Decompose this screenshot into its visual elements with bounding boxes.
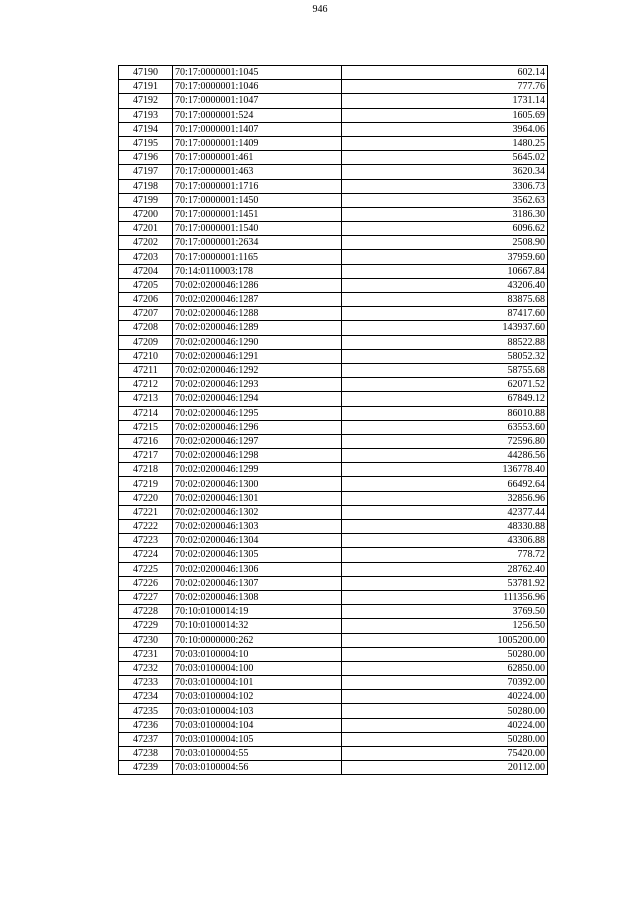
cadastral-number-cell: 70:02:0200046:1297 <box>173 434 342 448</box>
value-cell: 1605.69 <box>342 108 548 122</box>
value-cell: 6096.62 <box>342 222 548 236</box>
table-row <box>119 207 548 221</box>
row-number-cell: 47238 <box>119 747 173 761</box>
value-cell: 40224.00 <box>342 718 548 732</box>
row-number-cell: 47195 <box>119 136 173 150</box>
row-number-cell: 47204 <box>119 264 173 278</box>
value-cell: 3769.50 <box>342 605 548 619</box>
table-row <box>119 761 548 775</box>
cadastral-number-cell: 70:02:0200046:1286 <box>173 278 342 292</box>
cadastral-number-cell: 70:17:0000001:1451 <box>173 207 342 221</box>
table-body <box>119 66 548 775</box>
cadastral-number-cell: 70:02:0200046:1292 <box>173 363 342 377</box>
row-number-cell: 47199 <box>119 193 173 207</box>
cadastral-number-cell: 70:03:0100004:102 <box>173 690 342 704</box>
row-number-cell: 47193 <box>119 108 173 122</box>
table-row <box>119 335 548 349</box>
cadastral-number-cell: 70:10:0100014:19 <box>173 605 342 619</box>
row-number-cell: 47220 <box>119 491 173 505</box>
cadastral-number-cell: 70:02:0200046:1306 <box>173 562 342 576</box>
value-cell: 67849.12 <box>342 392 548 406</box>
row-number-cell: 47224 <box>119 548 173 562</box>
table-row <box>119 520 548 534</box>
row-number-cell: 47198 <box>119 179 173 193</box>
row-number-cell: 47234 <box>119 690 173 704</box>
row-number-cell: 47221 <box>119 505 173 519</box>
value-cell: 136778.40 <box>342 463 548 477</box>
value-cell: 111356.96 <box>342 590 548 604</box>
table-row <box>119 222 548 236</box>
row-number-cell: 47219 <box>119 477 173 491</box>
row-number-cell: 47214 <box>119 406 173 420</box>
cadastral-number-cell: 70:17:0000001:1407 <box>173 122 342 136</box>
table-row <box>119 321 548 335</box>
cadastral-number-cell: 70:02:0200046:1287 <box>173 293 342 307</box>
table-row <box>119 392 548 406</box>
value-cell: 43306.88 <box>342 534 548 548</box>
cadastral-number-cell: 70:02:0200046:1290 <box>173 335 342 349</box>
value-cell: 3562.63 <box>342 193 548 207</box>
row-number-cell: 47218 <box>119 463 173 477</box>
cadastral-number-cell: 70:02:0200046:1291 <box>173 349 342 363</box>
cadastral-number-cell: 70:02:0200046:1295 <box>173 406 342 420</box>
page-number: 946 <box>312 4 328 15</box>
value-cell: 62071.52 <box>342 378 548 392</box>
value-cell: 62850.00 <box>342 661 548 675</box>
table-row <box>119 165 548 179</box>
row-number-cell: 47217 <box>119 449 173 463</box>
table-row <box>119 80 548 94</box>
cadastral-number-cell: 70:10:0100014:32 <box>173 619 342 633</box>
row-number-cell: 47216 <box>119 434 173 448</box>
cadastral-number-cell: 70:17:0000001:1716 <box>173 179 342 193</box>
table-row <box>119 250 548 264</box>
table-row <box>119 590 548 604</box>
table-row <box>119 420 548 434</box>
cadastral-number-cell: 70:02:0200046:1298 <box>173 449 342 463</box>
table-row <box>119 406 548 420</box>
cadastral-number-cell: 70:03:0100004:55 <box>173 747 342 761</box>
value-cell: 3306.73 <box>342 179 548 193</box>
cadastral-number-cell: 70:17:0000001:1047 <box>173 94 342 108</box>
cadastral-number-cell: 70:03:0100004:104 <box>173 718 342 732</box>
row-number-cell: 47236 <box>119 718 173 732</box>
cadastral-number-cell: 70:03:0100004:100 <box>173 661 342 675</box>
cadastral-number-cell: 70:02:0200046:1296 <box>173 420 342 434</box>
cadastral-table <box>118 65 548 775</box>
value-cell: 32856.96 <box>342 491 548 505</box>
row-number-cell: 47197 <box>119 165 173 179</box>
cadastral-number-cell: 70:17:0000001:1045 <box>173 66 342 80</box>
cadastral-number-cell: 70:02:0200046:1294 <box>173 392 342 406</box>
table-row <box>119 704 548 718</box>
value-cell: 70392.00 <box>342 676 548 690</box>
cadastral-number-cell: 70:02:0200046:1289 <box>173 321 342 335</box>
table-row <box>119 576 548 590</box>
value-cell: 48330.88 <box>342 520 548 534</box>
cadastral-number-cell: 70:17:0000001:1409 <box>173 136 342 150</box>
row-number-cell: 47208 <box>119 321 173 335</box>
row-number-cell: 47232 <box>119 661 173 675</box>
value-cell: 3964.06 <box>342 122 548 136</box>
value-cell: 50280.00 <box>342 732 548 746</box>
table-row <box>119 236 548 250</box>
cadastral-number-cell: 70:10:0000000:262 <box>173 633 342 647</box>
row-number-cell: 47201 <box>119 222 173 236</box>
row-number-cell: 47239 <box>119 761 173 775</box>
row-number-cell: 47226 <box>119 576 173 590</box>
table-row <box>119 491 548 505</box>
value-cell: 3186.30 <box>342 207 548 221</box>
value-cell: 777.76 <box>342 80 548 94</box>
cadastral-number-cell: 70:02:0200046:1308 <box>173 590 342 604</box>
row-number-cell: 47231 <box>119 647 173 661</box>
value-cell: 37959.60 <box>342 250 548 264</box>
row-number-cell: 47206 <box>119 293 173 307</box>
table-row <box>119 562 548 576</box>
table-row <box>119 434 548 448</box>
row-number-cell: 47235 <box>119 704 173 718</box>
table-row <box>119 363 548 377</box>
row-number-cell: 47194 <box>119 122 173 136</box>
value-cell: 72596.80 <box>342 434 548 448</box>
row-number-cell: 47227 <box>119 590 173 604</box>
value-cell: 63553.60 <box>342 420 548 434</box>
row-number-cell: 47213 <box>119 392 173 406</box>
row-number-cell: 47223 <box>119 534 173 548</box>
table-row <box>119 718 548 732</box>
cadastral-number-cell: 70:17:0000001:2634 <box>173 236 342 250</box>
row-number-cell: 47191 <box>119 80 173 94</box>
cadastral-number-cell: 70:02:0200046:1300 <box>173 477 342 491</box>
cadastral-number-cell: 70:03:0100004:105 <box>173 732 342 746</box>
value-cell: 143937.60 <box>342 321 548 335</box>
row-number-cell: 47222 <box>119 520 173 534</box>
value-cell: 1731.14 <box>342 94 548 108</box>
table-row <box>119 94 548 108</box>
row-number-cell: 47207 <box>119 307 173 321</box>
table-row <box>119 633 548 647</box>
value-cell: 44286.56 <box>342 449 548 463</box>
value-cell: 87417.60 <box>342 307 548 321</box>
row-number-cell: 47228 <box>119 605 173 619</box>
table-row <box>119 122 548 136</box>
row-number-cell: 47210 <box>119 349 173 363</box>
value-cell: 53781.92 <box>342 576 548 590</box>
value-cell: 10667.84 <box>342 264 548 278</box>
table-row <box>119 747 548 761</box>
cadastral-number-cell: 70:02:0200046:1293 <box>173 378 342 392</box>
cadastral-number-cell: 70:02:0200046:1301 <box>173 491 342 505</box>
cadastral-number-cell: 70:02:0200046:1302 <box>173 505 342 519</box>
value-cell: 1005200.00 <box>342 633 548 647</box>
row-number-cell: 47233 <box>119 676 173 690</box>
cadastral-number-cell: 70:03:0100004:101 <box>173 676 342 690</box>
value-cell: 28762.40 <box>342 562 548 576</box>
row-number-cell: 47205 <box>119 278 173 292</box>
row-number-cell: 47215 <box>119 420 173 434</box>
cadastral-number-cell: 70:17:0000001:1540 <box>173 222 342 236</box>
row-number-cell: 47225 <box>119 562 173 576</box>
table-row <box>119 534 548 548</box>
table-row <box>119 349 548 363</box>
table-row <box>119 449 548 463</box>
value-cell: 1480.25 <box>342 136 548 150</box>
table-row <box>119 690 548 704</box>
table-row <box>119 548 548 562</box>
value-cell: 1256.50 <box>342 619 548 633</box>
value-cell: 602.14 <box>342 66 548 80</box>
value-cell: 75420.00 <box>342 747 548 761</box>
table-row <box>119 619 548 633</box>
table-row <box>119 477 548 491</box>
value-cell: 40224.00 <box>342 690 548 704</box>
row-number-cell: 47190 <box>119 66 173 80</box>
cadastral-number-cell: 70:02:0200046:1305 <box>173 548 342 562</box>
table-row <box>119 605 548 619</box>
row-number-cell: 47202 <box>119 236 173 250</box>
cadastral-number-cell: 70:03:0100004:103 <box>173 704 342 718</box>
cadastral-number-cell: 70:17:0000001:463 <box>173 165 342 179</box>
table-row <box>119 193 548 207</box>
table-row <box>119 151 548 165</box>
table-row <box>119 264 548 278</box>
value-cell: 3620.34 <box>342 165 548 179</box>
cadastral-number-cell: 70:17:0000001:461 <box>173 151 342 165</box>
table-row <box>119 505 548 519</box>
cadastral-number-cell: 70:02:0200046:1288 <box>173 307 342 321</box>
value-cell: 66492.64 <box>342 477 548 491</box>
cadastral-number-cell: 70:17:0000001:1450 <box>173 193 342 207</box>
value-cell: 58755.68 <box>342 363 548 377</box>
cadastral-number-cell: 70:02:0200046:1303 <box>173 520 342 534</box>
value-cell: 20112.00 <box>342 761 548 775</box>
value-cell: 42377.44 <box>342 505 548 519</box>
table-row <box>119 66 548 80</box>
value-cell: 83875.68 <box>342 293 548 307</box>
table-row <box>119 179 548 193</box>
cadastral-table-container <box>118 65 547 775</box>
row-number-cell: 47196 <box>119 151 173 165</box>
row-number-cell: 47203 <box>119 250 173 264</box>
table-row <box>119 378 548 392</box>
value-cell: 50280.00 <box>342 647 548 661</box>
value-cell: 50280.00 <box>342 704 548 718</box>
table-row <box>119 108 548 122</box>
table-row <box>119 647 548 661</box>
table-row <box>119 463 548 477</box>
value-cell: 2508.90 <box>342 236 548 250</box>
table-row <box>119 136 548 150</box>
row-number-cell: 47229 <box>119 619 173 633</box>
cadastral-number-cell: 70:03:0100004:10 <box>173 647 342 661</box>
cadastral-number-cell: 70:17:0000001:1046 <box>173 80 342 94</box>
value-cell: 43206.40 <box>342 278 548 292</box>
row-number-cell: 47230 <box>119 633 173 647</box>
row-number-cell: 47211 <box>119 363 173 377</box>
row-number-cell: 47200 <box>119 207 173 221</box>
row-number-cell: 47192 <box>119 94 173 108</box>
table-row <box>119 732 548 746</box>
cadastral-number-cell: 70:17:0000001:1165 <box>173 250 342 264</box>
table-row <box>119 661 548 675</box>
row-number-cell: 47237 <box>119 732 173 746</box>
cadastral-number-cell: 70:02:0200046:1299 <box>173 463 342 477</box>
table-row <box>119 307 548 321</box>
value-cell: 86010.88 <box>342 406 548 420</box>
table-row <box>119 676 548 690</box>
row-number-cell: 47209 <box>119 335 173 349</box>
cadastral-number-cell: 70:14:0110003:178 <box>173 264 342 278</box>
cadastral-number-cell: 70:02:0200046:1304 <box>173 534 342 548</box>
value-cell: 5645.02 <box>342 151 548 165</box>
cadastral-number-cell: 70:03:0100004:56 <box>173 761 342 775</box>
value-cell: 88522.88 <box>342 335 548 349</box>
cadastral-number-cell: 70:17:0000001:524 <box>173 108 342 122</box>
table-row <box>119 293 548 307</box>
value-cell: 778.72 <box>342 548 548 562</box>
table-row <box>119 278 548 292</box>
cadastral-number-cell: 70:02:0200046:1307 <box>173 576 342 590</box>
value-cell: 58052.32 <box>342 349 548 363</box>
row-number-cell: 47212 <box>119 378 173 392</box>
